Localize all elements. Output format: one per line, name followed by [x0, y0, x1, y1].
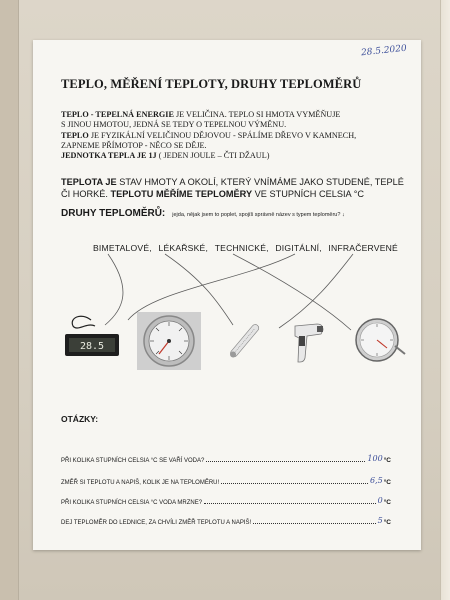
- folder-page-edge: [440, 0, 450, 600]
- answer-dotted-line: [206, 461, 365, 462]
- handwritten-date: 28.5.2020: [360, 43, 408, 59]
- thermometer-images: [61, 312, 406, 370]
- thermometer-type-list: [93, 243, 398, 253]
- question-text: ZMĚŘ SI TEPLOTU A NAPIŠ, KOLIK JE NA TEPLOMĚRU!: [61, 480, 220, 486]
- def-line-2: S JINOU HMOTOU, JEDNÁ SE TEDY O TEPELNOU VÝMĚNU.: [61, 120, 287, 130]
- thermometer-types-heading: [61, 208, 345, 219]
- answer-unit: °C: [383, 499, 391, 506]
- lcd-thermometer-image: [61, 312, 121, 370]
- answer-dotted-line: [253, 523, 375, 524]
- answer-unit: °C: [383, 519, 391, 526]
- worksheet-page: [33, 40, 421, 550]
- worksheet-title: TEPLO, MĚŘENÍ TEPLOTY, DRUHY TEPLOMĚRŮ: [61, 77, 362, 91]
- wire-digital: [128, 254, 295, 320]
- bimetal-dial-thermometer-image: [133, 312, 205, 370]
- question-row: [61, 516, 391, 526]
- handwritten-answer: 5: [377, 516, 383, 525]
- type-medical: LÉKAŘSKÉ,: [158, 243, 209, 253]
- type-infrared: INFRAČERVENÉ: [328, 243, 398, 253]
- type-bimetal: BIMETALOVÉ,: [93, 243, 152, 253]
- handwritten-answer: 6,5: [369, 476, 383, 485]
- def-line-1: TEPLO - TEPELNÁ ENERGIE JE VELIČINA. TEPLO SI HMOTA VYMĚŇUJE: [61, 110, 341, 119]
- answer-unit: °C: [383, 479, 391, 486]
- answer-dotted-line: [221, 483, 368, 484]
- def-line-3: TEPLO JE FYZIKÁLNÍ VELIČINOU DĚJOVOU - SPÁLÍME DŘEVO V KAMNECH,: [61, 130, 357, 140]
- heat-definitions: [61, 110, 411, 161]
- lcd-reading: 28.5: [79, 341, 105, 352]
- answer-dotted-line: [204, 503, 376, 504]
- druhy-label: DRUHY TEPLOMĚRŮ:: [61, 208, 166, 219]
- infrared-thermometer-image: [289, 312, 329, 370]
- druhy-note: jejda, nějak jsem to poplet, spojíš správně název s typem teploměru? ↓: [172, 212, 345, 218]
- teplota-line-2: ČI HORKÉ. TEPLOTU MĚŘÍME TEPLOMĚRY VE STUPNÍCH CELSIA °C: [61, 188, 365, 199]
- question-row: [61, 496, 391, 506]
- question-text: DEJ TEPLOMĚR DO LEDNICE, ZA CHVÍLI ZMĚŘ TEPLOTU A NAPIŠ!: [61, 520, 252, 526]
- def-line-5: JEDNOTKA TEPLA JE 1J ( JEDEN JOULE – ČTI DŽAUL): [61, 151, 270, 161]
- handwritten-answer: 0: [377, 496, 383, 505]
- def-line-4: ZAPNEME PŘÍMOTOP - NĚCO SE DĚJE.: [61, 140, 207, 150]
- handwritten-answer: 100: [367, 454, 383, 463]
- teplota-line-1: TEPLOTA JE STAV HMOTY A OKOLÍ, KTERÝ VNÍMÁME JAKO STUDENÉ, TEPLÉ: [61, 177, 404, 187]
- temperature-definition: [61, 177, 406, 200]
- type-technical: TECHNICKÉ,: [214, 243, 269, 253]
- questions-heading: OTÁZKY:: [61, 414, 99, 424]
- technical-probe-thermometer-image: [351, 312, 407, 370]
- question-text: PŘI KOLIKA STUPNÍCH CELSIA °C SE VAŘÍ VODA?: [61, 458, 205, 464]
- medical-thermometer-image: [219, 312, 271, 370]
- type-digital: DIGITÁLNÍ,: [275, 243, 322, 253]
- answer-unit: °C: [383, 457, 391, 464]
- question-row: [61, 454, 391, 464]
- question-row: [61, 476, 391, 486]
- question-text: PŘI KOLIKA STUPNÍCH CELSIA °C VODA MRZNE?: [61, 500, 203, 506]
